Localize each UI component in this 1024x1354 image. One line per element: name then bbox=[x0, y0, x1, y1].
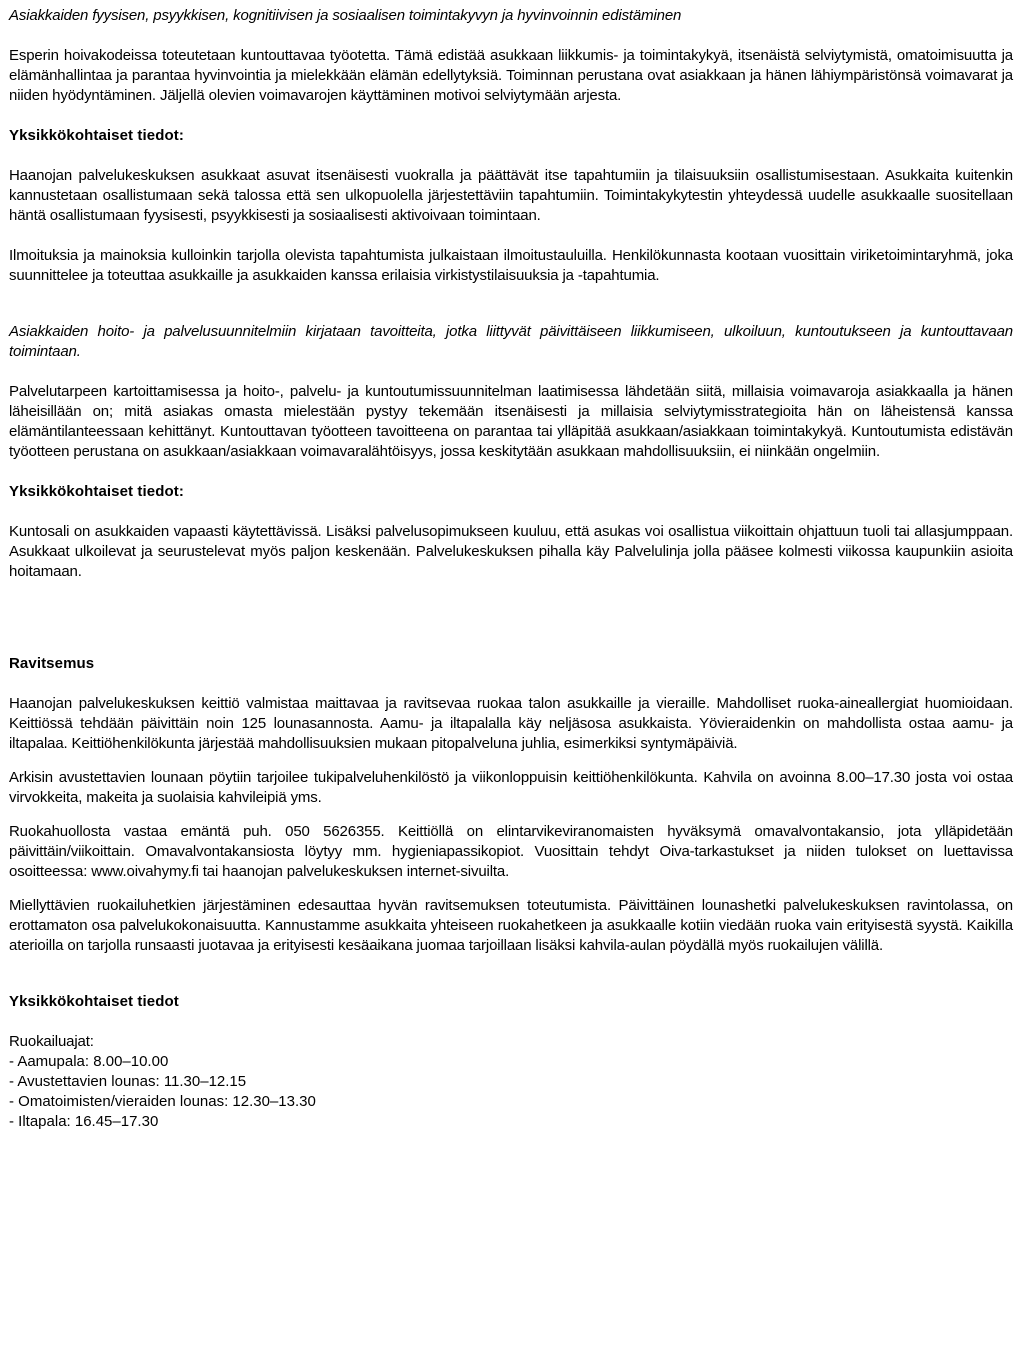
unit-info-heading: Yksikkökohtaiset tiedot bbox=[9, 993, 179, 1010]
list-item: - Aamupala: 8.00–10.00 bbox=[9, 1053, 169, 1070]
unit-info-heading: Yksikkökohtaiset tiedot: bbox=[9, 483, 184, 500]
body-paragraph: Miellyttävien ruokailuhetkien järjestäminen edesauttaa hyvän ravitsemuksen toteutumista. Päivittäinen lounashetki palvelukeskuksen ravintolassa, on erottamaton osa palvelukokonaisuutta. Kannustamme asukkaita yhteiseen ruokahetkeen ja asukkaalle kotiin viedään ruoka vain erityisestä syystä. Kaikilla aterioilla on tarjolla runsaasti juotavaa ja erityisesti kesäaikana juomaa tarjoillaan lisäksi kahvila-aulan pöydällä myös ruokailujen välillä. bbox=[9, 897, 1013, 954]
unit-info-paragraph: Kuntosali on asukkaiden vapaasti käytettävissä. Lisäksi palvelusopimukseen kuuluu, että asukas voi osallistua viikoittain ohjattuun tuoli tai allasjumppaan. Asukkaat ulkoilevat ja seurustelevat myös paljon keskenään. Palvelukeskuksen pihalla käy Palvelulinja jolla pääsee kolmesti viikossa kaupunkiin asioita hoitamaan. bbox=[9, 523, 1013, 580]
document-page bbox=[9, 6, 1013, 1132]
meal-times-label: Ruokailuajat: bbox=[9, 1033, 94, 1050]
unit-info-heading: Yksikkökohtaiset tiedot: bbox=[9, 127, 184, 144]
list-item: - Iltapala: 16.45–17.30 bbox=[9, 1113, 159, 1130]
body-paragraph: Ruokahuollosta vastaa emäntä puh. 050 5626355. Keittiöllä on elintarvikeviranomaisten hyväksymä omavalvontakansio, jota ylläpidetään päivittäin/viikoittain. Omavalvontakansiosta löytyy mm. hygieniapassikopiot. Vuosittain tehdyt Oiva-tarkastukset ja niiden tulokset on luettavissa osoitteessa: www.oivahymy.fi tai haanojan palvelukeskuksen internet-sivuilta. bbox=[9, 823, 1013, 880]
meal-times-list bbox=[9, 1052, 1013, 1132]
unit-info-paragraph: Ilmoituksia ja mainoksia kulloinkin tarjolla olevista tapahtumista julkaistaan ilmoitustauluilla. Henkilökunnasta kootaan vuosittain viriketoimintaryhmä, joka suunnittelee ja toteuttaa asukkaille ja asukkaiden kanssa erilaisia virkistystilaisuuksia ja -tapahtumia. bbox=[9, 247, 1013, 284]
list-item: - Avustettavien lounas: 11.30–12.15 bbox=[9, 1073, 247, 1090]
intro-paragraph: Esperin hoivakodeissa toteutetaan kuntouttavaa työotetta. Tämä edistää asukkaan liikkumis- ja toimintakykyä, itsenäistä selviytymistä, omatoimisuutta ja elämänhallintaa ja parantaa hyvinvointia ja mielekkään elämän edellytyksiä. Toiminnan perustana ovat asiakkaan ja hänen lähiympäristönsä voimavarat ja niiden hyödyntäminen. Jäljellä olevien voimavarojen käyttäminen motivoi selviytymään arjesta. bbox=[9, 47, 1013, 104]
unit-info-paragraph: Haanojan palvelukeskuksen asukkaat asuvat itsenäisesti vuokralla ja päättävät itse tapahtumiin ja tilaisuuksiin osallistumisestaan. Asukkaita kuitenkin kannustetaan osallistumaan sekä talossa että sen ulkopuolella järjestettäviin tapahtumiin. Toimintakykytestin yhteydessä uudelle asukkaalle suositellaan häntä osallistumaan fyysisesti, psyykkisesti ja sosiaalisesti aktivoivaan toimintaan. bbox=[9, 167, 1013, 224]
body-paragraph: Palvelutarpeen kartoittamisessa ja hoito-, palvelu- ja kuntoutumissuunnitelman laatimisessa lähdetään siitä, millaisia voimavaroja asiakkaalla ja hänen läheisillään on; mitä asiakas omasta mielestään pystyy tekemään itsenäisesti ja millaisia selviytymisstrategioita hän on läheistensä kanssa elämäntilanteessaan kehittänyt. Kuntouttavan työotteen tavoitteena on parantaa tai ylläpitää asukkaan/asiakkaan toimintakykyä. Kuntoutumista edistävän työotteen perustana on asukkaan/asiakkaan voimavaralähtöisyys, jossa keskitytään asukkaan mahdollisuuksiin, ei niinkään ongelmiin. bbox=[9, 383, 1013, 460]
section-title-ravitsemus: Ravitsemus bbox=[9, 655, 95, 672]
section-title-suunnitelmat: Asiakkaiden hoito- ja palvelusuunnitelmiin kirjataan tavoitteita, jotka liittyvät päivittäiseen liikkumiseen, ulkoiluun, kuntoutukseen ja kuntouttavaan toimintaan. bbox=[9, 323, 1013, 360]
body-paragraph: Haanojan palvelukeskuksen keittiö valmistaa maittavaa ja ravitsevaa ruokaa talon asukkaille ja vieraille. Mahdolliset ruoka-aineallergiat huomioidaan. Keittiössä tehdään päivittäin noin 125 lounasannosta. Aamu- ja iltapalalla käy neljäsosa asukkaista. Yövieraidenkin on mahdollista ostaa aamu- ja iltapalaa. Keittiöhenkilökunta järjestää mahdollisuuksien mukaan pitopalveluna juhlia, esimerkiksi syntymäpäiviä. bbox=[9, 695, 1013, 752]
body-paragraph: Arkisin avustettavien lounaan pöytiin tarjoilee tukipalveluhenkilöstö ja viikonloppuisin keittiöhenkilökunta. Kahvila on avoinna 8.00–17.30 josta voi ostaa virvokkeita, makeita ja suolaisia kahvileipiä yms. bbox=[9, 769, 1013, 806]
list-item: - Omatoimisten/vieraiden lounas: 12.30–13.30 bbox=[9, 1093, 316, 1110]
section-title-toimintakyky: Asiakkaiden fyysisen, psyykkisen, kognitiivisen ja sosiaalisen toimintakyvyn ja hyvinvoinnin edistäminen bbox=[9, 7, 682, 24]
